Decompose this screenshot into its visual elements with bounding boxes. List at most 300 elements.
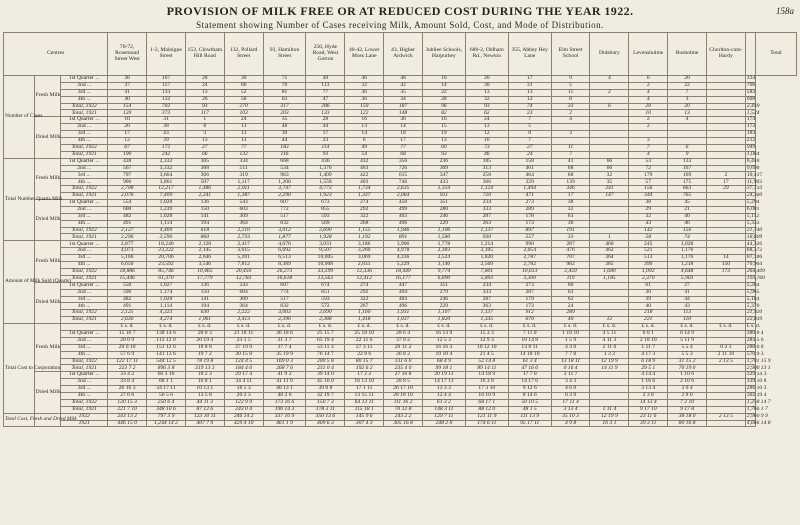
data-cell [706, 227, 745, 234]
data-cell: 25 18 10 [345, 330, 384, 337]
data-cell: 8 [185, 124, 224, 131]
data-cell: 28 8 5 [384, 379, 423, 386]
total-cell: 949 [746, 144, 756, 151]
data-cell: 603 [224, 206, 263, 213]
data-cell: £ s. d. [306, 324, 345, 331]
data-cell: 319 [224, 172, 263, 179]
data-cell: 57 6 9 [108, 351, 147, 358]
data-cell [706, 289, 745, 296]
data-cell: 103 [224, 110, 263, 117]
data-cell: 2,690 [306, 310, 345, 317]
data-cell: 28 6 4 [384, 330, 423, 337]
row-label: Total, 1921 [61, 193, 108, 200]
data-cell: 16 3 1 [590, 420, 629, 427]
data-cell: 517 [263, 296, 306, 303]
row-label: 3rd ... [61, 213, 108, 220]
column-header-row [4, 33, 797, 76]
data-cell: 64 13 11 [345, 399, 384, 406]
data-cell: 1 [185, 117, 224, 124]
data-cell: £ s. d. [551, 324, 590, 331]
data-cell: £ s. d. [668, 324, 707, 331]
data-cell: 1,494 [508, 186, 551, 193]
data-cell [706, 193, 745, 200]
data-cell: 15 16 7 [108, 330, 147, 337]
data-cell: 192 6 2 [345, 365, 384, 372]
data-cell: 1,061 [185, 317, 224, 324]
data-cell: 167 [668, 165, 707, 172]
data-cell: 16 [422, 117, 465, 124]
data-cell: 119 [551, 275, 590, 282]
data-cell: 172 [147, 144, 186, 151]
data-cell: 322 [345, 296, 384, 303]
data-cell: 246 [422, 296, 465, 303]
data-cell: 3 [668, 96, 707, 103]
data-cell: 921 [422, 193, 465, 200]
data-cell: 13 [345, 124, 384, 131]
data-cell: 74 [508, 103, 551, 110]
row-label: 2nd ... [61, 165, 108, 172]
data-cell: 3 [185, 131, 224, 138]
data-cell: 3,332 [147, 165, 186, 172]
total-cell: 21,740 [746, 226, 763, 233]
data-cell: 4 [590, 76, 629, 83]
data-cell: 10 14 8 [508, 337, 551, 344]
data-cell: 1,174 [147, 289, 186, 296]
data-cell: 178 [508, 213, 551, 220]
data-cell: 221 7 10 [108, 406, 147, 413]
data-cell: 150 [345, 103, 384, 110]
total-row [4, 234, 797, 241]
data-cell: 121 11 9 [465, 413, 508, 420]
data-cell: 1,376 [306, 165, 345, 172]
data-cell: 2,831 [345, 262, 384, 269]
data-cell: 17,779 [185, 275, 224, 282]
data-cell [706, 220, 745, 227]
data-cell: 5,903 [668, 275, 707, 282]
data-cell: 187 [384, 103, 423, 110]
data-cell: 3 [629, 138, 668, 145]
data-cell: 5 11 9 [668, 337, 707, 344]
data-cell: 3,413 [224, 317, 263, 324]
data-cell: 1,137 [465, 227, 508, 234]
data-cell: 16 [422, 76, 465, 83]
data-cell: 19 [422, 131, 465, 138]
row-label: 3rd ... [61, 89, 108, 96]
data-cell: 2,210 [224, 227, 263, 234]
data-cell: 114 [306, 144, 345, 151]
total-cell: 193,760 [746, 274, 765, 281]
row-label: Total, 1922 [61, 227, 108, 234]
data-cell: 1,028 [147, 296, 186, 303]
data-cell: 13,563 [306, 275, 345, 282]
data-cell: 13 [465, 89, 508, 96]
data-cell: 1,218 [668, 262, 707, 269]
data-cell: 12 9 3 [465, 337, 508, 344]
data-cell: 982 [551, 262, 590, 269]
data-cell: 14 [384, 124, 423, 131]
total-cell: 2,960 9 9 [746, 412, 768, 419]
data-cell: 2 3 8 [629, 392, 668, 399]
data-cell [706, 310, 745, 317]
data-cell: 37 [108, 82, 147, 89]
data-cell: 1,214 [465, 241, 508, 248]
data-cell [706, 386, 745, 393]
data-cell: 35 10 3 [551, 413, 590, 420]
data-cell: 14 18 10 [508, 351, 551, 358]
data-cell: 3 4 3 [551, 379, 590, 386]
row-label: 2nd ... [61, 379, 108, 386]
data-cell: 544 12 5 [147, 358, 186, 365]
data-cell [706, 103, 745, 110]
data-cell: 141 13 6 [147, 351, 186, 358]
data-cell: 131 6 0 [384, 358, 423, 365]
data-cell: 184 4 6 [224, 365, 263, 372]
data-cell [590, 296, 629, 303]
data-cell: 16 10 9 [465, 392, 508, 399]
data-cell: 10,613 [508, 268, 551, 275]
data-cell: 668 [263, 158, 306, 165]
data-cell: 1,387 [224, 193, 263, 200]
data-cell: 337 16 9 [263, 413, 306, 420]
data-cell: 41 9 2 [263, 372, 306, 379]
data-cell: 40 [108, 96, 147, 103]
total-cell: 5,294 [746, 199, 760, 206]
data-cell: 18 8 8 [185, 344, 224, 351]
total-cell: 68,372 [746, 247, 763, 254]
data-cell: 44 [668, 296, 707, 303]
data-cell: 2,125 [108, 310, 147, 317]
data-cell: 30 15 8 [224, 351, 263, 358]
data-cell: 3,590 [147, 234, 186, 241]
data-cell: 3 0 4 [668, 386, 707, 393]
data-cell: 499 [384, 206, 423, 213]
data-cell: 5,229 [384, 262, 423, 269]
data-cell [706, 213, 745, 220]
data-cell: 4,648 [668, 268, 707, 275]
data-cell: 4 14 4 [629, 372, 668, 379]
data-cell: 120 [108, 110, 147, 117]
data-cell: 4 5 11 [590, 330, 629, 337]
data-cell: 8 [551, 96, 590, 103]
data-cell: 897 [508, 227, 551, 234]
data-cell: 77 [306, 89, 345, 96]
data-cell: 37 0 2 [384, 337, 423, 344]
data-cell: 3,260 [345, 248, 384, 255]
data-cell [706, 131, 745, 138]
data-cell: 36 18 6 [263, 330, 306, 337]
data-cell: 673 [306, 200, 345, 207]
data-cell: 596 [108, 289, 147, 296]
data-cell: 797 [108, 172, 147, 179]
data-cell: 11 [551, 144, 590, 151]
data-cell: 124 4 5 [224, 358, 263, 365]
data-cell: 765 [668, 193, 707, 200]
data-cell: 14 13 4 [629, 399, 668, 406]
data-cell: 24 [185, 82, 224, 89]
data-cell: 27 [668, 282, 707, 289]
total-cell: 339 10 8 [746, 378, 767, 385]
data-cell: 29 11 2 [384, 344, 423, 351]
data-cell: 891 [384, 234, 423, 241]
data-cell: 746 [384, 179, 423, 186]
total-cell: 6,001 [746, 206, 760, 213]
data-cell: 3,186 [345, 241, 384, 248]
data-cell: 18 5 3 [224, 386, 263, 393]
data-cell: 66 [590, 165, 629, 172]
data-cell: 74 [668, 234, 707, 241]
data-cell [706, 379, 745, 386]
data-cell: 150 [185, 206, 224, 213]
data-cell [706, 151, 745, 158]
data-cell: 463 [345, 165, 384, 172]
data-cell: 289 [508, 206, 551, 213]
data-cell: 36 [551, 220, 590, 227]
data-cell: 12,412 [345, 275, 384, 282]
data-cell: 36 [384, 117, 423, 124]
data-cell: 7 [668, 89, 707, 96]
data-cell: 292 [345, 206, 384, 213]
data-cell: 263 [465, 303, 508, 310]
data-cell: 115 18 1 [345, 406, 384, 413]
data-cell: 24 [224, 117, 263, 124]
data-cell: 99 18 1 [422, 365, 465, 372]
data-cell: 36 [345, 89, 384, 96]
data-cell: 178 3 11 [306, 406, 345, 413]
data-cell: 6 14 9 [668, 330, 707, 337]
data-cell: 990 [508, 241, 551, 248]
total-cell: 173 [746, 123, 756, 130]
data-cell: 12 19 9 [590, 358, 629, 365]
data-cell: 36 8 2 [384, 351, 423, 358]
data-cell: 511 [224, 165, 263, 172]
data-cell: 116 [263, 151, 306, 158]
data-cell: 1,244 14 2 [147, 420, 186, 427]
data-cell: 18,449 [384, 268, 423, 275]
data-cell: 40 13 1 [263, 386, 306, 393]
data-cell: 117 [185, 110, 224, 117]
data-cell: 2,296 [108, 234, 147, 241]
total-cell: 302 19 4 [746, 392, 767, 399]
data-cell: £ s. d. [590, 324, 629, 331]
data-cell: 36 [345, 96, 384, 103]
data-cell: 13 [668, 110, 707, 117]
data-cell: 24 [551, 303, 590, 310]
data-cell: 3,140 [422, 262, 465, 269]
data-cell: 268 7 6 [263, 365, 306, 372]
data-cell: 2,569 [465, 262, 508, 269]
data-cell: 461 [508, 165, 551, 172]
data-cell [668, 124, 707, 131]
data-cell: 20,450 [224, 268, 263, 275]
data-cell: 23 1 5 [224, 337, 263, 344]
data-cell: 774 [263, 289, 306, 296]
data-cell: 34 4 11 [224, 379, 263, 386]
data-cell: 851 [306, 289, 345, 296]
data-cell: 2 [629, 82, 668, 89]
data-cell [706, 110, 745, 117]
column-header: 1-3, Mainigne Street [147, 33, 186, 76]
data-cell: 41 [108, 89, 147, 96]
data-cell: 2,076 [108, 193, 147, 200]
data-cell: 20 [668, 103, 707, 110]
total-row [4, 227, 797, 234]
data-cell: 407 7 9 [185, 420, 224, 427]
data-cell: 3,615 [224, 248, 263, 255]
data-cell: 385 [590, 262, 629, 269]
data-cell: 274 [345, 282, 384, 289]
data-cell: 169 [668, 172, 707, 179]
total-cell: 608 [746, 95, 756, 102]
data-cell: 31 [147, 117, 186, 124]
total-cell: 4,666 14 8 [746, 419, 771, 426]
milk-type-label: Fresh Milk [34, 76, 61, 117]
data-cell: 9 17 10 [629, 406, 668, 413]
column-header: Rusholme [668, 33, 707, 76]
row-label: 3rd ... [61, 131, 108, 138]
data-cell: 2 10 6 [668, 379, 707, 386]
data-cell: 22 11 6 [345, 337, 384, 344]
data-cell: 3,031 [306, 241, 345, 248]
data-cell: 38 [629, 200, 668, 207]
data-cell: 13 [185, 89, 224, 96]
data-cell: 17 [108, 131, 147, 138]
data-cell: 860 [185, 234, 224, 241]
data-cell: 670 [508, 317, 551, 324]
data-cell: 333 [465, 289, 508, 296]
data-cell: 534 [263, 165, 306, 172]
section-label: Total Cost, Fresh and Dried Milk [4, 413, 35, 427]
data-cell: 607 [263, 282, 306, 289]
data-cell: 136 [185, 282, 224, 289]
data-cell: 4 17 3 [629, 351, 668, 358]
data-cell: 7 11 0 [508, 330, 551, 337]
data-cell: 60 [422, 144, 465, 151]
data-cell: 1,409 [306, 172, 345, 179]
data-cell: 27 [185, 144, 224, 151]
data-cell [706, 158, 745, 165]
data-cell: 54 [345, 151, 384, 158]
data-cell: 447 [384, 282, 423, 289]
data-cell: 2,332 [147, 158, 186, 165]
data-cell: 0 3 9 [551, 392, 590, 399]
data-cell: 5,893 [465, 275, 508, 282]
data-cell: 618 [185, 227, 224, 234]
data-cell: 482 [108, 213, 147, 220]
data-cell: 366 [185, 172, 224, 179]
data-cell: 3 13 4 [551, 406, 590, 413]
data-cell [706, 124, 745, 131]
data-cell: 203 [263, 110, 306, 117]
total-row [4, 103, 797, 110]
data-cell: 12 [108, 138, 147, 145]
data-cell: 77 [384, 144, 423, 151]
data-cell: 15,446 [108, 275, 147, 282]
data-cell: 356 [384, 158, 423, 165]
data-cell: 720 [465, 193, 508, 200]
data-cell: 1,923 [306, 193, 345, 200]
row-label: Total, 1922 [61, 186, 108, 193]
data-cell: 80 16 8 [668, 420, 707, 427]
data-cell: 16 [345, 117, 384, 124]
data-cell: 30 [224, 76, 263, 83]
data-cell: 1,928 [306, 234, 345, 241]
data-cell: 1,106 [422, 227, 465, 234]
data-cell: 44 [306, 124, 345, 131]
data-cell: 39 0 8 [306, 386, 345, 393]
data-cell: 17 7 0 [508, 372, 551, 379]
data-cell: 76 14 7 [306, 351, 345, 358]
data-cell: 2,635 [384, 186, 423, 193]
data-cell: 10 13 1 [185, 386, 224, 393]
data-cell: 1,124 [465, 186, 508, 193]
row-label: 2nd ... [61, 82, 108, 89]
row-label: Total, 1921 [61, 234, 108, 241]
data-cell: 334 [224, 158, 263, 165]
data-cell: 350 13 6 [306, 413, 345, 420]
data-cell: 23 11 6 [629, 413, 668, 420]
data-cell: 4,670 [263, 241, 306, 248]
data-cell [706, 206, 745, 213]
data-cell: 18 [384, 131, 423, 138]
data-cell: 17 2 2 [345, 372, 384, 379]
data-cell: 2 13 5 [706, 358, 745, 365]
data-cell: 77 [224, 144, 263, 151]
data-cell: 65 19 4 [306, 337, 345, 344]
data-cell: 10 2 3 [185, 372, 224, 379]
data-cell: 13 [224, 131, 263, 138]
data-cell: 35 [590, 179, 629, 186]
section-label: Total Number Quarts Milk [4, 158, 35, 241]
data-cell: 1,877 [263, 234, 306, 241]
data-cell: 32 [590, 172, 629, 179]
data-cell: 15 [422, 124, 465, 131]
data-cell: 4 11 3 [590, 337, 629, 344]
data-cell: 36 [108, 76, 147, 83]
milk-type-label: Fresh Milk [34, 158, 61, 199]
data-cell: 344 [629, 193, 668, 200]
data-cell: 307 4 3 [345, 420, 384, 427]
data-cell: 151 12 6 [147, 344, 186, 351]
data-cell: 32 [465, 96, 508, 103]
data-cell: £ s. d. [147, 324, 186, 331]
data-cell: 21 18 11 [224, 330, 263, 337]
data-cell [590, 144, 629, 151]
data-cell: 61 3 2 [422, 399, 465, 406]
data-cell: 154 [108, 103, 147, 110]
total-row [4, 413, 797, 420]
total-cell: 9,690 [746, 164, 760, 171]
data-cell: 122 9 9 [224, 399, 263, 406]
data-cell: 133 [668, 158, 707, 165]
data-cell: 13 [224, 138, 263, 145]
table-row [4, 351, 797, 358]
data-cell: 3 [551, 131, 590, 138]
data-cell: 66 [185, 151, 224, 158]
data-cell: 122 17 11 [108, 358, 147, 365]
data-cell: 6,513 [263, 255, 306, 262]
row-label: Total, 1922 [61, 268, 108, 275]
data-cell: 47 16 6 [508, 365, 551, 372]
data-cell: 61 3 4 [508, 358, 551, 365]
data-cell [590, 386, 629, 393]
data-cell [590, 213, 629, 220]
data-cell: 250 6 4 [147, 399, 186, 406]
data-cell: 309 [422, 165, 465, 172]
data-cell: 16,618 [263, 275, 306, 282]
data-cell: 2,708 [108, 186, 147, 193]
data-cell: 123 10 11 [185, 413, 224, 420]
data-cell: 4 [668, 117, 707, 124]
